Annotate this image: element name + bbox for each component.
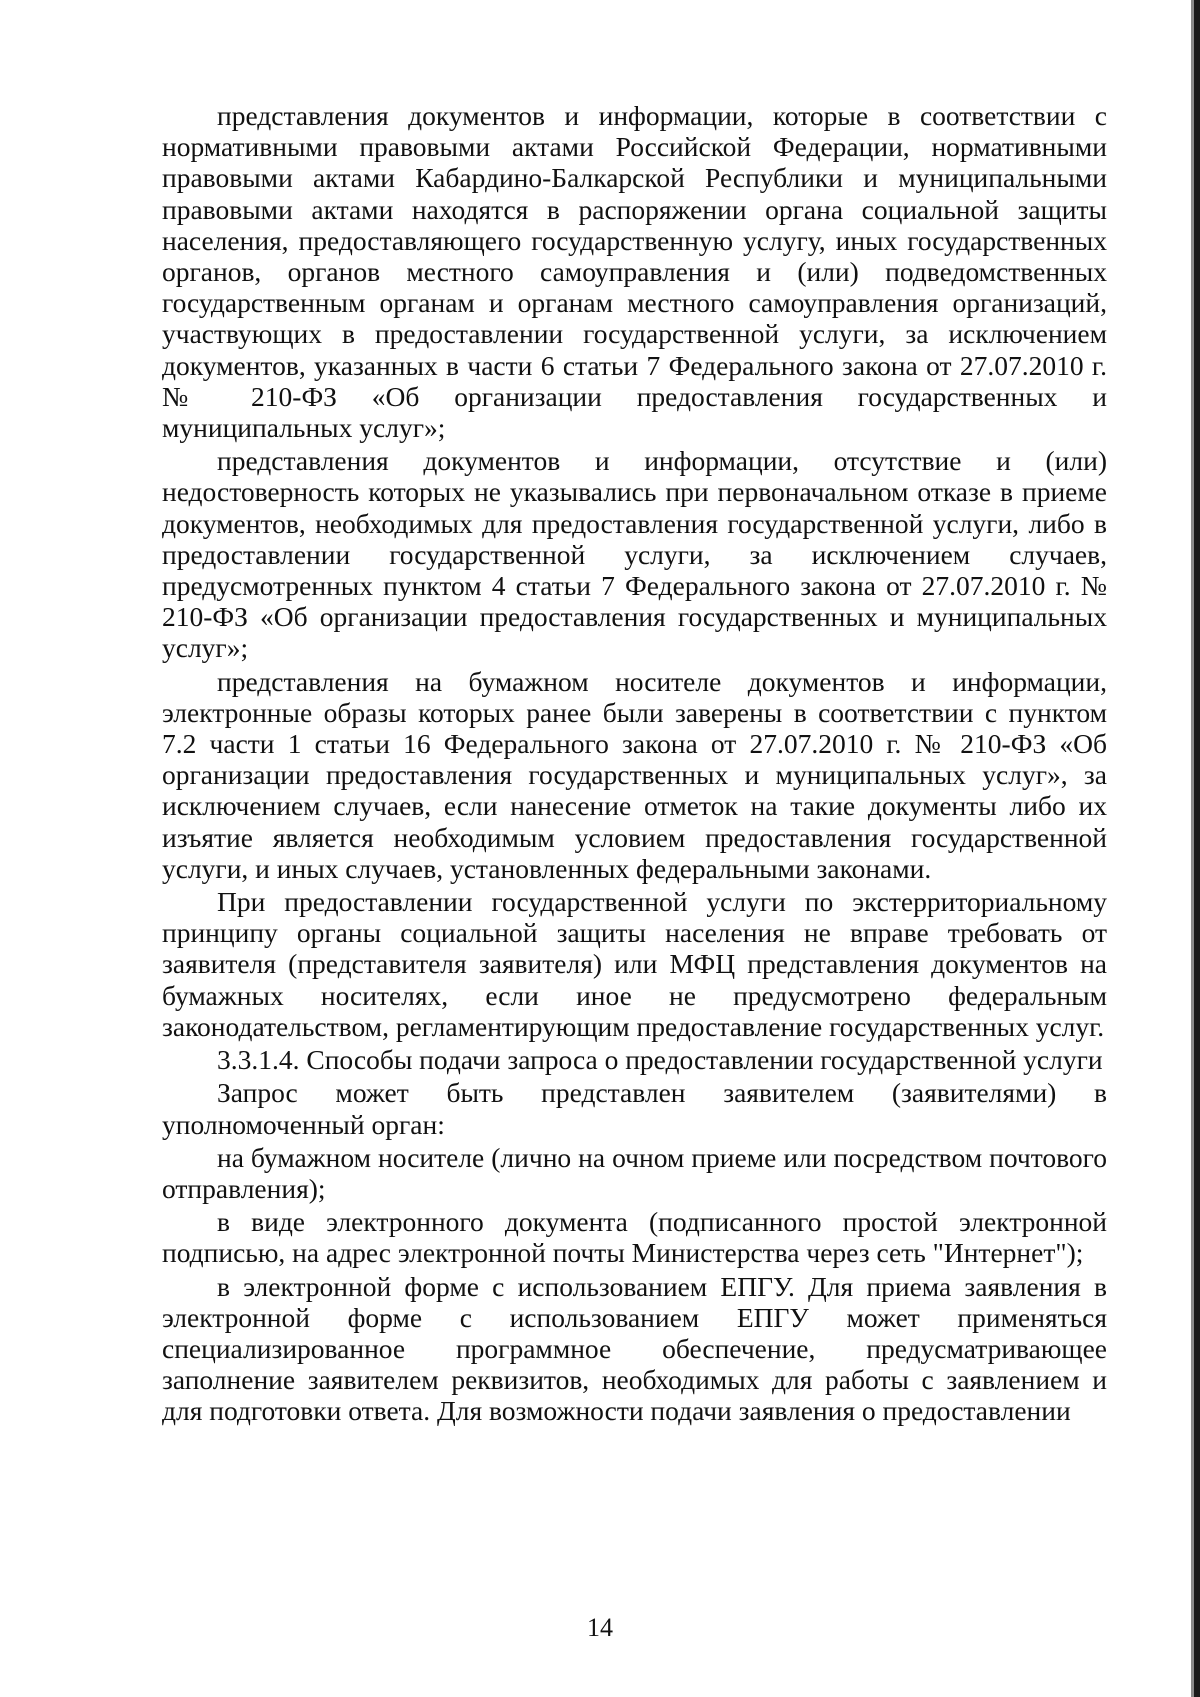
paragraph-documents-in-possession: представления документов и информации, которые в соответствии с нормативными правовыми актами Российской Федерации, нормативными правовыми актами Кабардино-Балкарской Республики и муниципальными правовыми актами находятся в распоряжении органа социальной защиты населения, предоставляющего государственную услугу, иных государственных органов, органов местного самоуправления и (или) подведомственных государственным органам и органам местного самоуправления организаций, участвующих в предоставлении государственной услуги, за исключением документов, указанных в части 6 статьи 7 Федерального закона от 27.07.2010 г. № 210-ФЗ «Об организации предоставления государственных и муниципальных услуг»; xyxy=(162,100,1107,444)
paragraph-paper-copies: представления на бумажном носителе документов и информации, электронные образы которых ранее были заверены в соответствии с пунктом 7.2 части 1 статьи 16 Федерального закона от 27.07.2010 г. № 210-ФЗ «Об организации предоставления государственных и муниципальных услуг», за исключением случаев, если нанесение отметок на такие документы либо их изъятие является необходимым условием предоставления государственной услуги, и иных случаев, установленных федеральными законами. xyxy=(162,665,1107,884)
list-item-electronic-document: в виде электронного документа (подписанного простой электронной подписью, на адрес электронной почты Министерства через сеть "Интернет"); xyxy=(162,1206,1107,1269)
scan-edge xyxy=(1194,0,1200,1697)
list-item-paper: на бумажном носителе (лично на очном приеме или посредством почтового отправления); xyxy=(162,1141,1107,1204)
page-number: 14 xyxy=(587,1613,613,1642)
list-item-epgu: в электронной форме с использованием ЕПГУ. Для приема заявления в электронной форме с использованием ЕПГУ может применяться специализированное программное обеспечение, предусматривающее заполнение заявителем реквизитов, необходимых для работы с заявлением и для подготовки ответа. Для возможности подачи заявления о предоставлении xyxy=(162,1270,1107,1427)
paragraph-extraterritorial: При предоставлении государственной услуги по экстерриториальному принципу органы социальной защиты населения не вправе требовать от заявителя (представителя заявителя) или МФЦ представления документов на бумажных носителях, если иное не предусмотрено федеральным законодательством, регламентирующим предоставление государственных услуг. xyxy=(162,886,1107,1042)
section-heading-3-3-1-4: 3.3.1.4. Способы подачи запроса о предоставлении государственной услуги xyxy=(217,1044,1103,1076)
paragraph-request-submission: Запрос может быть представлен заявителем (заявителями) в уполномоченный орган: xyxy=(162,1077,1107,1140)
paragraph-unreliable-documents: представления документов и информации, отсутствие и (или) недостоверность которых не указывались при первоначальном отказе в приеме документов, необходимых для предоставления государственной услуги, либо в предоставлении государственной услуги, за исключением случаев, предусмотренных пунктом 4 статьи 7 Федерального закона от 27.07.2010 г. № 210-ФЗ «Об организации предоставления государственных и муниципальных услуг»; xyxy=(162,445,1107,664)
document-body xyxy=(162,100,1107,1427)
